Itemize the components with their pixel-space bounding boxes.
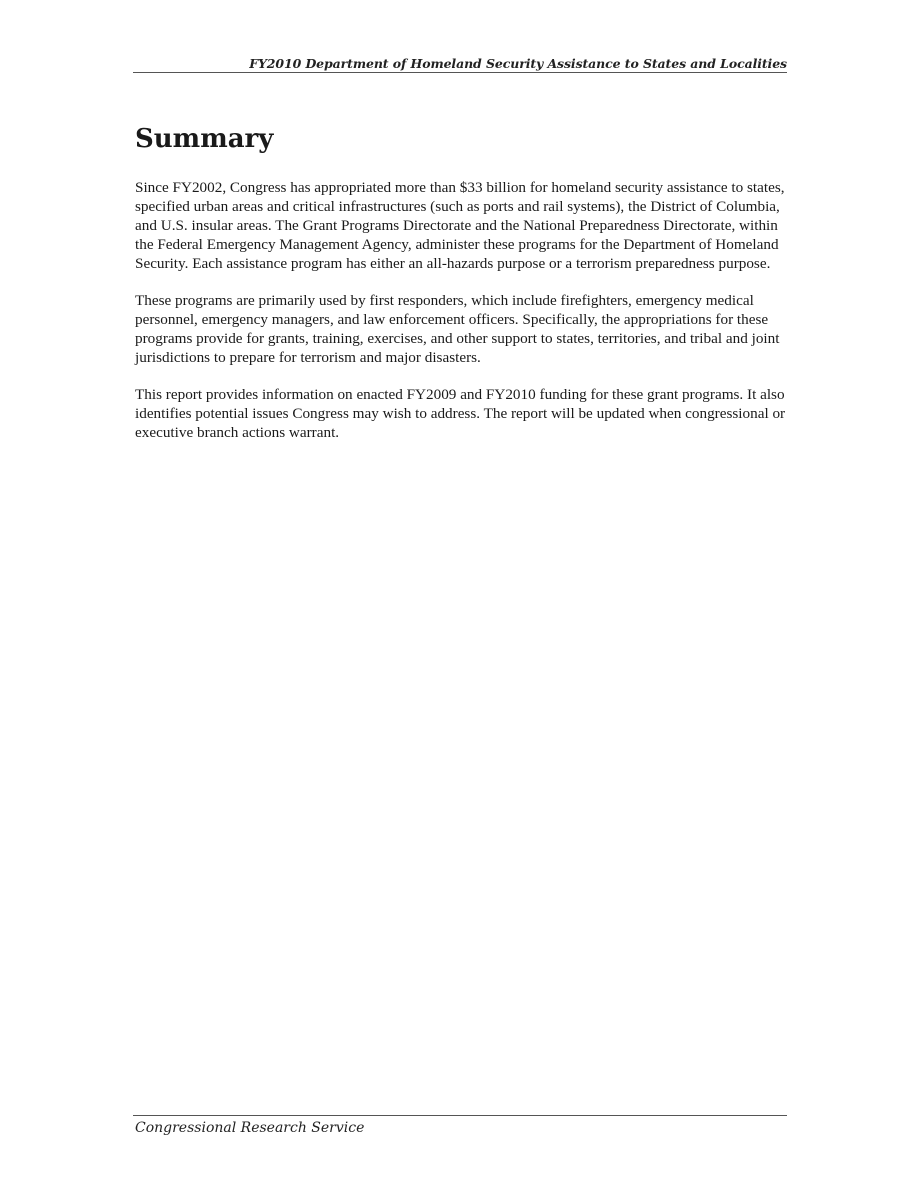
footer-divider <box>133 1115 787 1116</box>
running-header: FY2010 Department of Homeland Security Assistance to States and Localities <box>249 56 787 71</box>
summary-paragraph-2: These programs are primarily used by first responders, which include firefighters, emergency medical personnel, emergency managers, and law enforcement officers. Specifically, the appropriations for these programs provide for grants, training, exercises, and other support to states, territories, and tribal and joint jurisdictions to prepare for terrorism and major disasters. <box>135 292 780 366</box>
page-title: Summary <box>135 124 274 154</box>
running-footer: Congressional Research Service <box>135 1120 365 1136</box>
header-divider <box>133 72 787 73</box>
summary-paragraph-1: Since FY2002, Congress has appropriated more than $33 billion for homeland security assistance to states, specified urban areas and critical infrastructures (such as ports and rail systems), the District of Columbia, and U.S. insular areas. The Grant Programs Directorate and the National Preparedness Directorate, within the Federal Emergency Management Agency, administer these programs for the Department of Homeland Security. Each assistance program has either an all-hazards purpose or a terrorism preparedness purpose. <box>135 179 785 272</box>
summary-body <box>135 178 787 460</box>
summary-paragraph-3: This report provides information on enacted FY2009 and FY2010 funding for these grant programs. It also identifies potential issues Congress may wish to address. The report will be updated when congressional or executive branch actions warrant. <box>135 386 786 441</box>
